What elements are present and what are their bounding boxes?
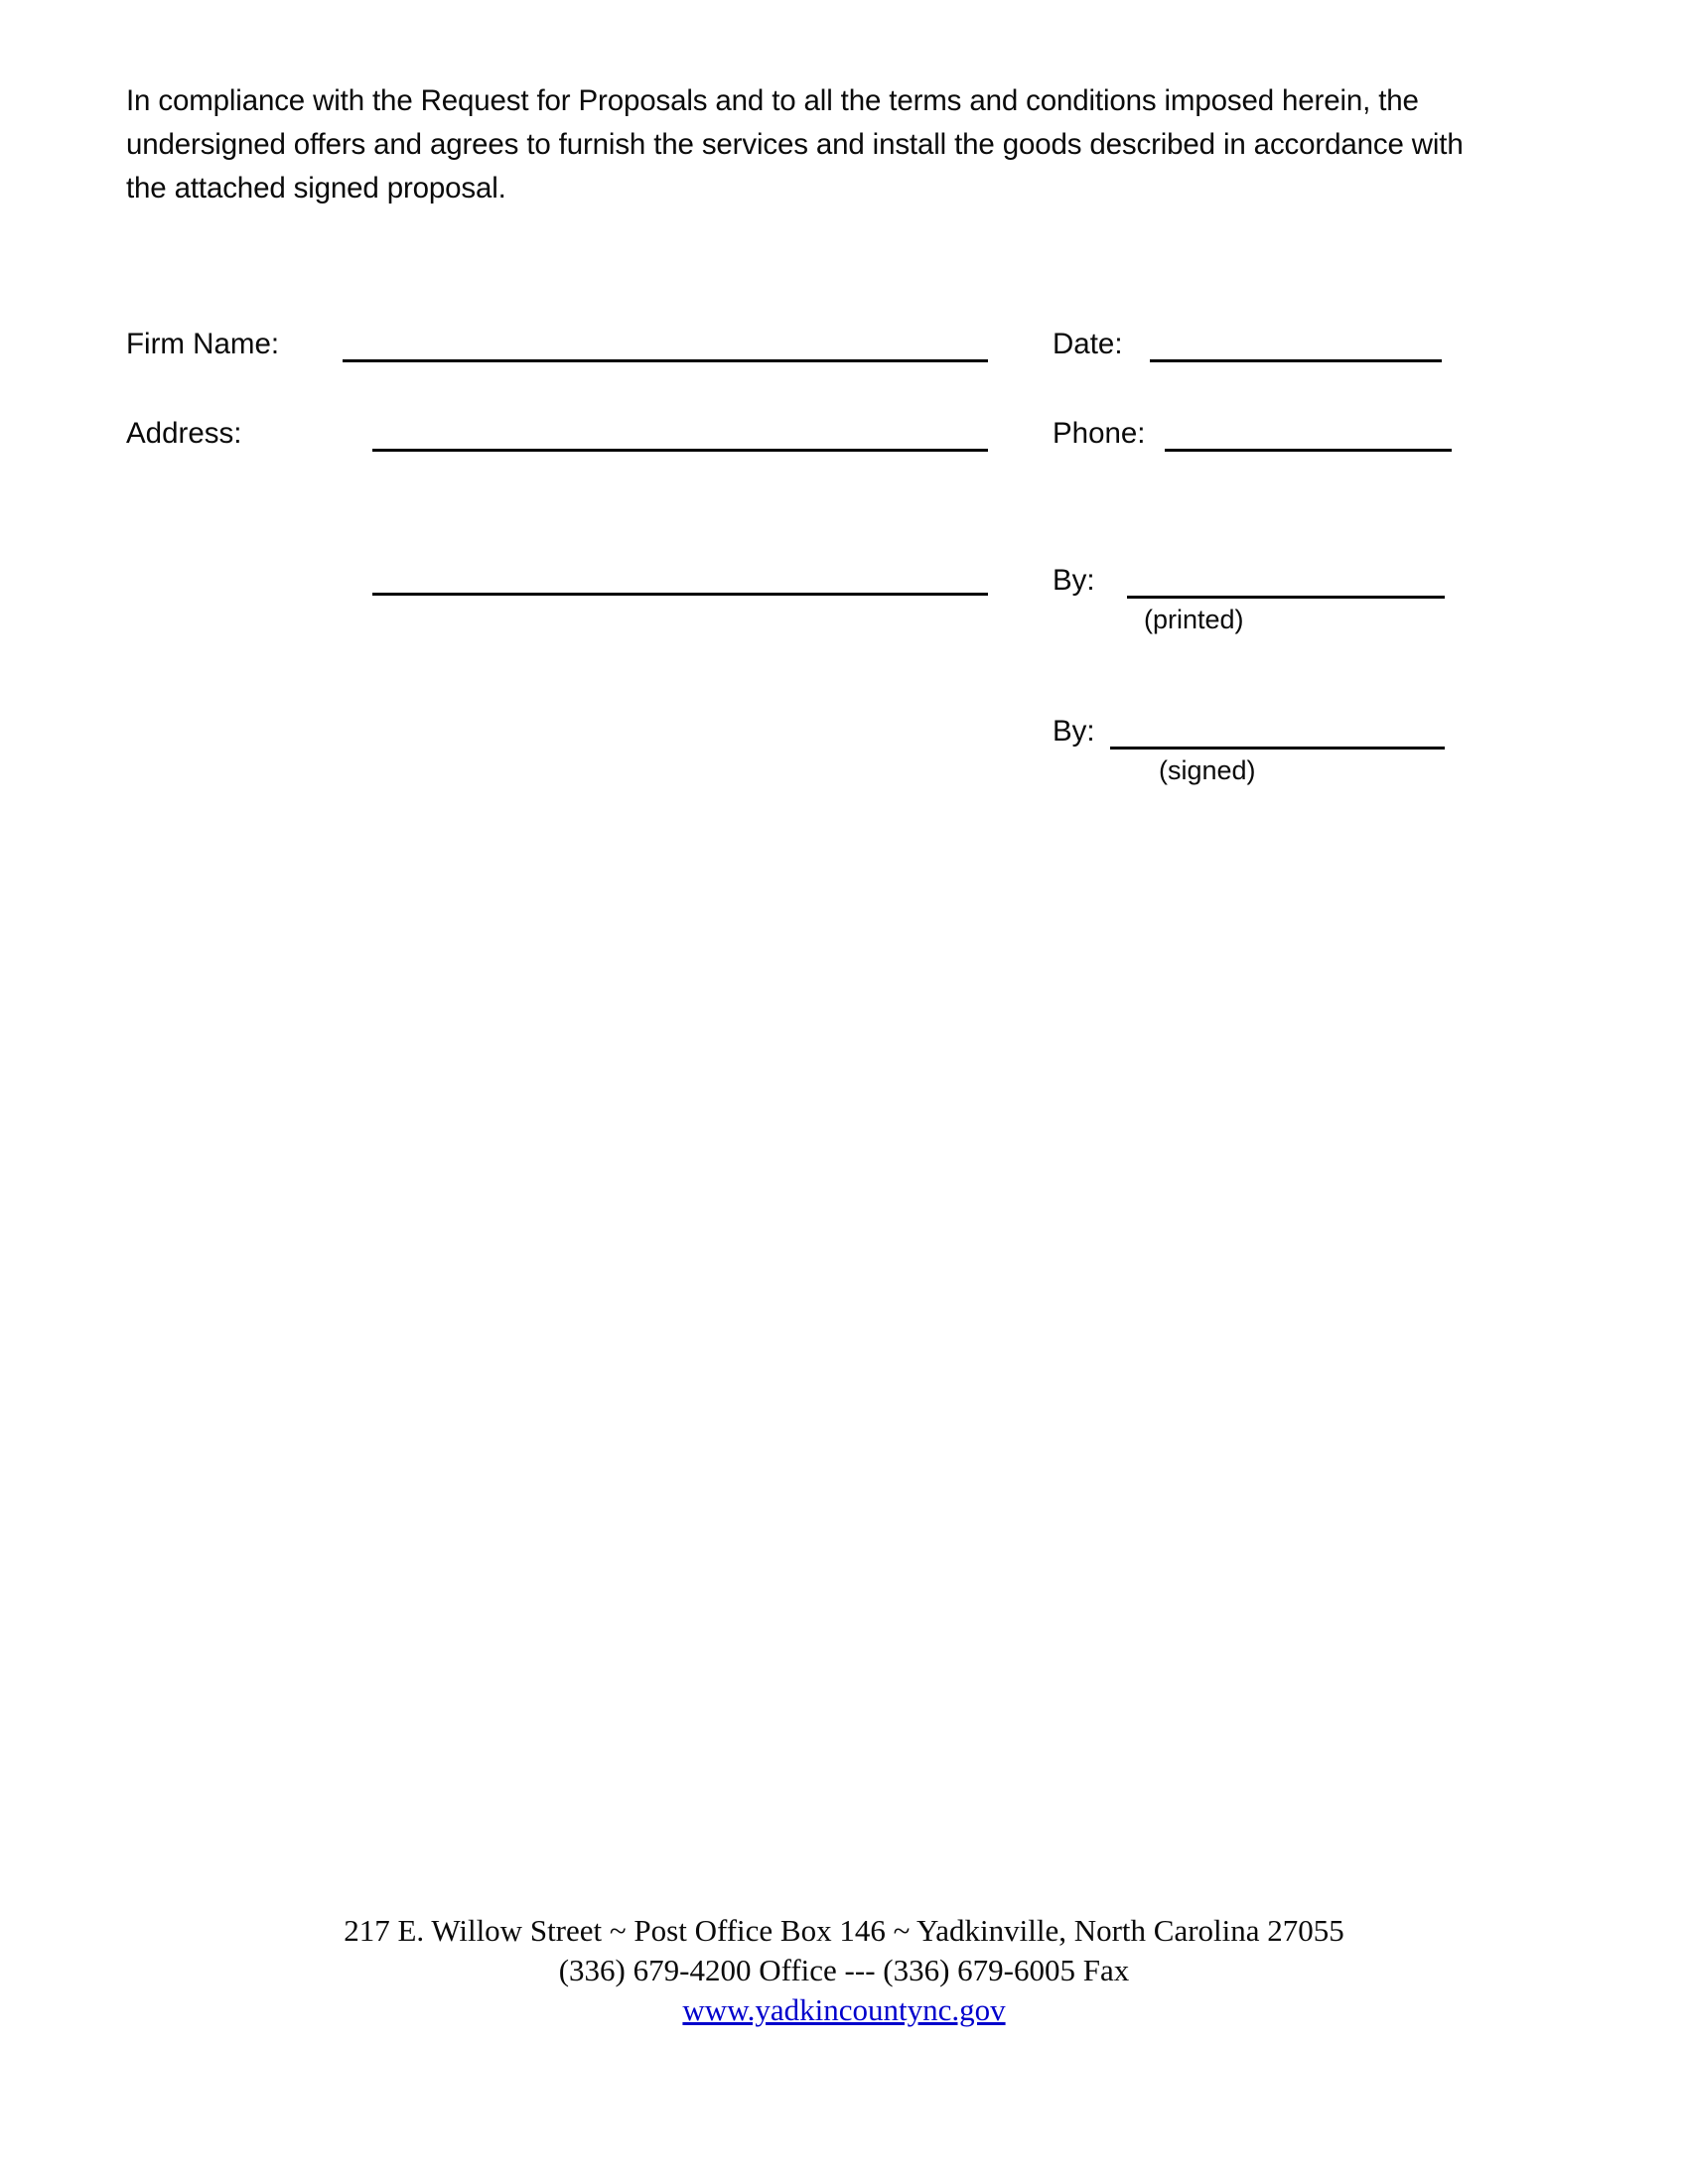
firm-name-label: Firm Name:	[126, 328, 280, 360]
by-signed-note: (signed)	[1159, 755, 1256, 785]
address-line2-input-line[interactable]	[372, 593, 988, 596]
by-printed-input-line[interactable]	[1127, 596, 1445, 599]
footer-website-line	[0, 1990, 1688, 2030]
date-input-line[interactable]	[1150, 359, 1442, 362]
firm-name-input-line[interactable]	[343, 359, 988, 362]
page-footer	[0, 1911, 1688, 2030]
footer-contact-line: (336) 679-4200 Office --- (336) 679-6005 Fax	[558, 1953, 1130, 1987]
phone-input-line[interactable]	[1165, 449, 1452, 452]
intro-paragraph: In compliance with the Request for Proposals and to all the terms and conditions imposed herein, the undersigned offers and agrees to furnish the services and install the goods described in accordance with the attached signed proposal.	[126, 84, 1472, 205]
website-link[interactable]: www.yadkincountync.gov	[682, 1992, 1006, 2027]
signature-form	[0, 0, 1688, 893]
by-printed-label: By:	[1053, 564, 1095, 597]
phone-label: Phone:	[1053, 417, 1146, 450]
date-label: Date:	[1053, 328, 1123, 360]
footer-address-line: 217 E. Willow Street ~ Post Office Box 146 ~ Yadkinville, North Carolina 27055	[344, 1913, 1344, 1948]
by-printed-note: (printed)	[1144, 605, 1244, 634]
address-label: Address:	[126, 417, 242, 450]
by-signed-label: By:	[1053, 715, 1095, 748]
address-line1-input-line[interactable]	[372, 449, 988, 452]
by-signed-input-line[interactable]	[1110, 747, 1445, 750]
